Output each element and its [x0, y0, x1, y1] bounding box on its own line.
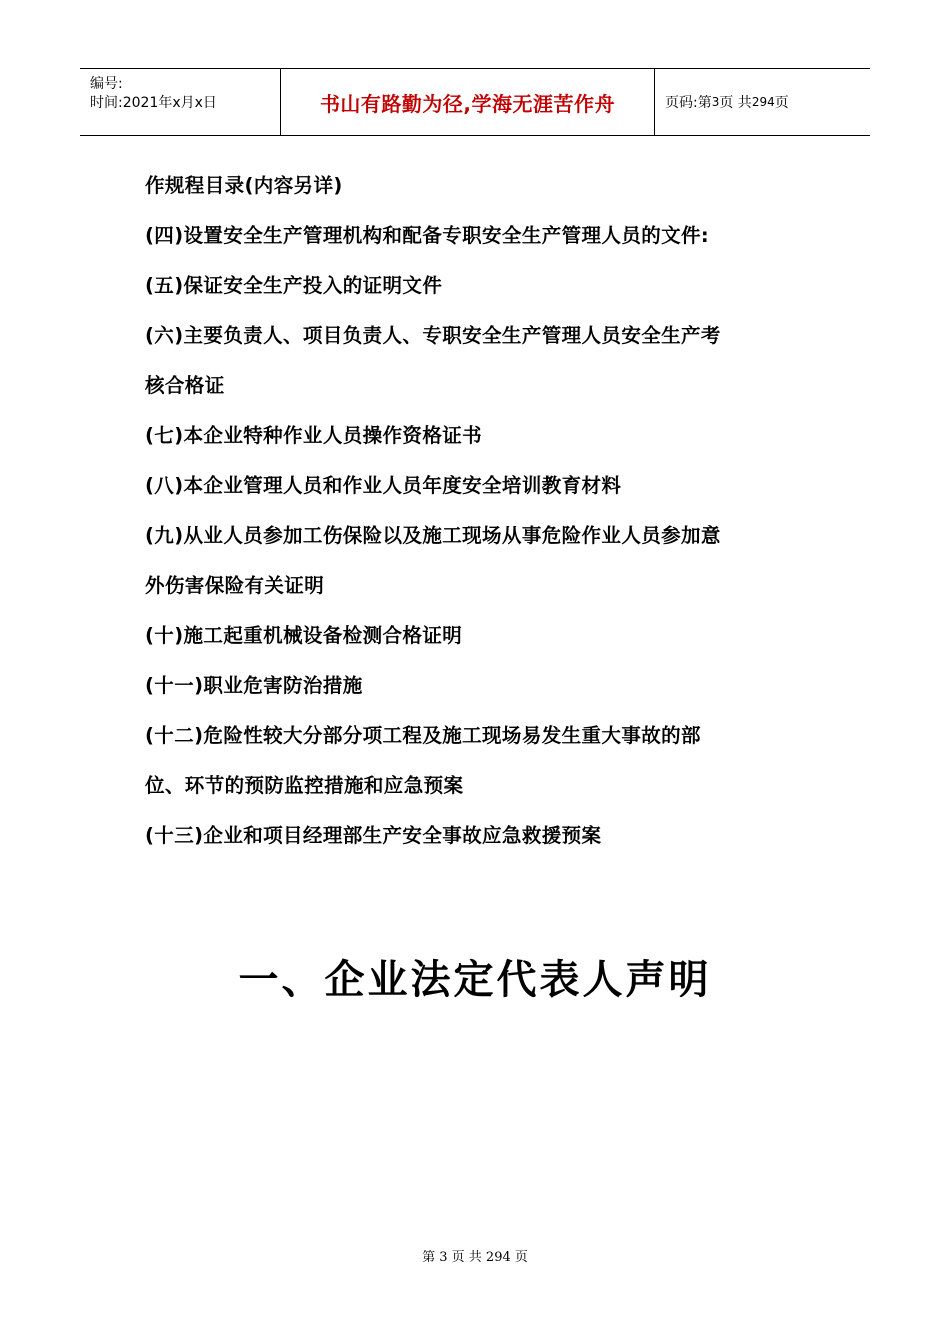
body-line: (七)本企业特种作业人员操作资格证书 [145, 424, 483, 447]
page-mid: 页 共 [719, 95, 752, 111]
header-meta [80, 69, 281, 135]
body-line: (十二)危险性较大分部分项工程及施工现场易发生重大事故的部 [145, 724, 701, 747]
header-motto: 书山有路勤为径,学海无涯苦作舟 [281, 69, 655, 135]
page-prefix: 页码:第 [665, 95, 712, 111]
page-current: 3 [711, 95, 720, 109]
page-header [80, 68, 870, 136]
body-line: (八)本企业管理人员和作业人员年度安全培训教育材料 [145, 474, 622, 497]
body-line: 位、环节的预防监控措施和应急预案 [145, 774, 464, 797]
header-page-number [655, 69, 870, 135]
body-line: 核合格证 [145, 374, 225, 397]
body-line: (五)保证安全生产投入的证明文件 [145, 274, 443, 297]
page-total: 294 [751, 95, 775, 109]
body-line: (九)从业人员参加工伤保险以及施工现场从事危险作业人员参加意 [145, 524, 721, 547]
body-line: (十)施工起重机械设备检测合格证明 [145, 624, 463, 647]
document-number-label: 编号: [90, 76, 123, 92]
section-heading: 一、企业法定代表人声明 [238, 957, 712, 1003]
page-footer: 第 3 页 共 294 页 [422, 1250, 528, 1265]
body-line: (十三)企业和项目经理部生产安全事故应急救援预案 [145, 824, 602, 847]
body-line: (六)主要负责人、项目负责人、专职安全生产管理人员安全生产考 [145, 324, 721, 347]
body-line: (四)设置安全生产管理机构和配备专职安全生产管理人员的文件: [145, 224, 710, 247]
body-line: 外伤害保险有关证明 [145, 574, 325, 597]
document-body [145, 168, 825, 868]
document-time-label: 时间:2021年x月x日 [90, 95, 217, 111]
body-line: 作规程目录(内容另详) [145, 174, 343, 197]
page-suffix: 页 [774, 95, 789, 111]
body-line: (十一)职业危害防治措施 [145, 674, 363, 697]
